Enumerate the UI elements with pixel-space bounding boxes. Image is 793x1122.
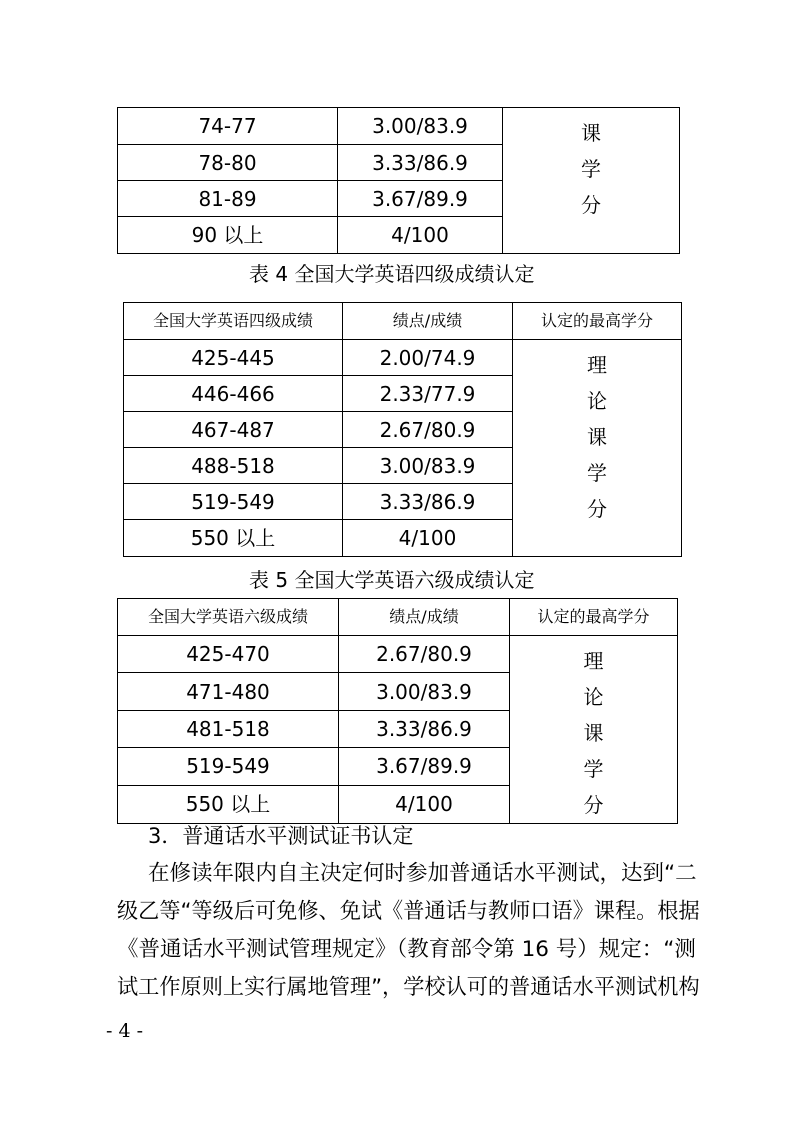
gpa-cell: 4/100 [338,217,503,254]
credit-char: 课 [587,425,607,449]
gpa-cell: 3.33/86.9 [338,145,503,181]
table-row [124,340,682,376]
section-heading: 3．普通话水平测试证书认定 [148,824,414,848]
gpa-cell: 2.67/80.9 [339,636,510,673]
table-header-row [124,303,682,340]
table-row [118,636,678,673]
credit-cell [503,108,680,254]
credit-char: 学 [587,461,607,485]
table5-cet6 [117,598,678,824]
column-header: 绩点/成绩 [343,303,513,340]
gpa-cell: 2.67/80.9 [343,412,513,448]
body-paragraph-line: 级乙等“等级后可免修、免试《普通话与教师口语》课程。根据 [117,899,700,924]
body-paragraph-line: 《普通话水平测试管理规定》（教育部令第 16 号）规定：“测 [117,937,696,962]
table4-caption: 表 4 全国大学英语四级成绩认定 [249,262,535,286]
credit-char: 课 [581,121,601,145]
score-range-cell: 74-77 [118,108,338,145]
credit-cell [513,340,682,557]
gpa-cell: 3.00/83.9 [343,448,513,484]
score-range-cell: 550 以上 [124,520,343,557]
score-range-cell: 446-466 [124,376,343,412]
score-range-cell: 81-89 [118,181,338,217]
gpa-cell: 4/100 [343,520,513,557]
credit-char: 分 [583,793,604,817]
credit-char: 理 [587,353,607,377]
gpa-cell: 4/100 [339,785,510,823]
score-range-cell: 467-487 [124,412,343,448]
score-range-cell: 481-518 [118,710,339,747]
credit-char: 理 [583,649,604,673]
column-header: 全国大学英语六级成绩 [118,599,339,636]
gpa-cell: 3.33/86.9 [343,484,513,520]
score-range-cell: 519-549 [124,484,343,520]
credit-char: 学 [583,757,604,781]
score-range-cell: 488-518 [124,448,343,484]
page-number: - 4 - [106,1020,144,1042]
gpa-cell: 2.33/77.9 [343,376,513,412]
credit-char: 分 [581,193,601,217]
gpa-cell: 3.67/89.9 [338,181,503,217]
table5-caption: 表 5 全国大学英语六级成绩认定 [249,568,535,592]
credit-char: 论 [583,685,604,709]
score-range-cell: 550 以上 [118,785,339,823]
gpa-cell: 3.67/89.9 [339,748,510,785]
credit-char: 课 [583,721,604,745]
column-header: 绩点/成绩 [339,599,510,636]
score-range-cell: 425-445 [124,340,343,376]
column-header: 全国大学英语四级成绩 [124,303,343,340]
score-range-cell: 90 以上 [118,217,338,254]
gpa-cell: 3.33/86.9 [339,710,510,747]
body-paragraph-line: 试工作原则上实行属地管理”，学校认可的普通话水平测试机构 [117,975,700,1000]
body-paragraph-line: 在修读年限内自主决定何时参加普通话水平测试，达到“二 [148,861,697,886]
credit-char: 分 [587,497,607,521]
table4-cet4 [123,302,682,557]
score-range-cell: 78-80 [118,145,338,181]
column-header: 认定的最高学分 [510,599,678,636]
gpa-cell: 3.00/83.9 [339,673,510,710]
credit-char: 学 [581,157,601,181]
table-top-continuation [117,107,680,254]
credit-cell [510,636,678,824]
score-range-cell: 519-549 [118,748,339,785]
column-header: 认定的最高学分 [513,303,682,340]
table-row [118,108,680,145]
gpa-cell: 2.00/74.9 [343,340,513,376]
table-header-row [118,599,678,636]
gpa-cell: 3.00/83.9 [338,108,503,145]
credit-char: 论 [587,389,607,413]
score-range-cell: 471-480 [118,673,339,710]
score-range-cell: 425-470 [118,636,339,673]
